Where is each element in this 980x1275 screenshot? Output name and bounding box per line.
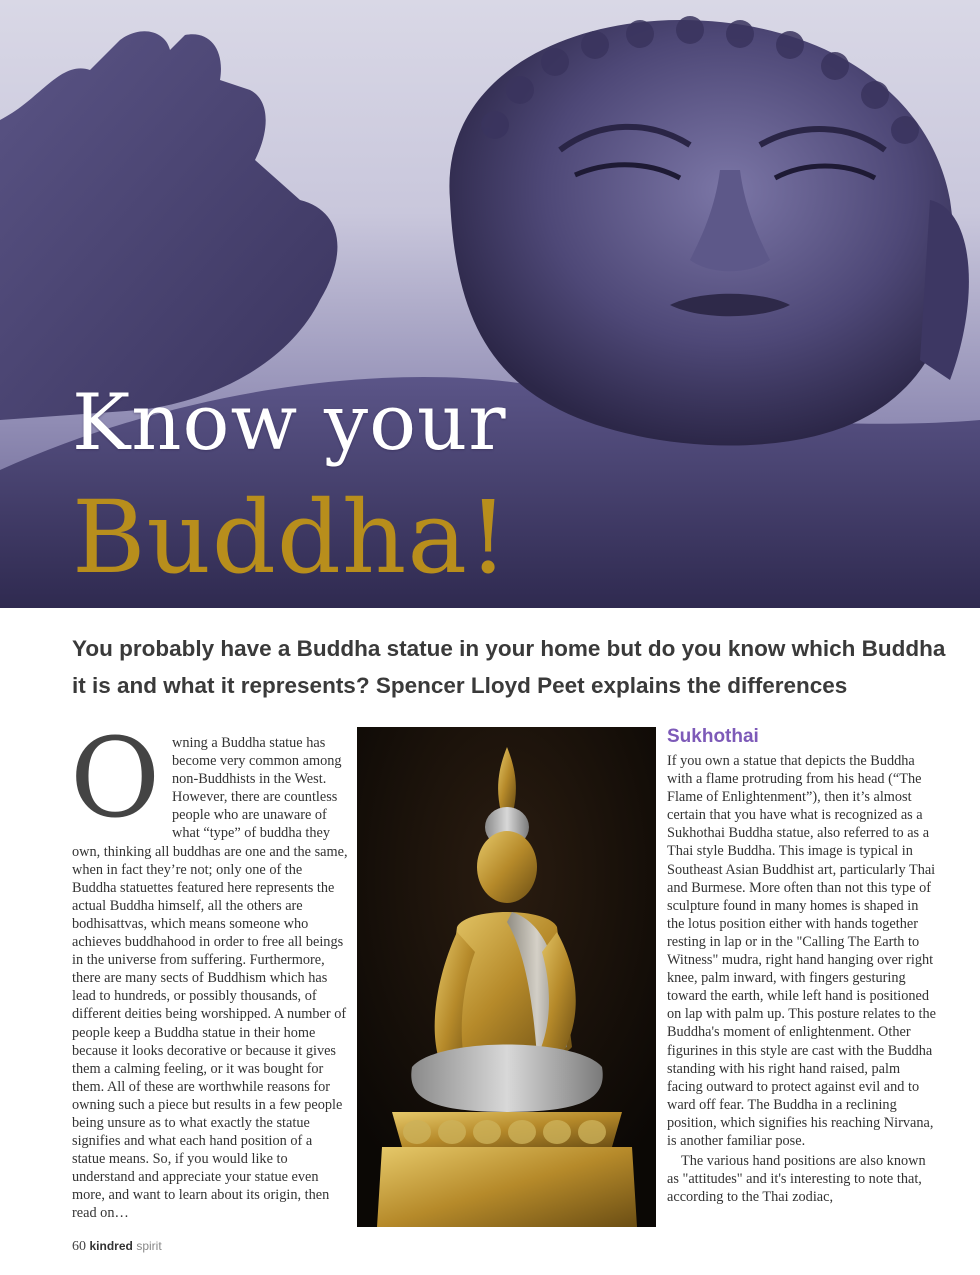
- headline-line-2: Buddha!: [72, 479, 510, 596]
- standfirst: [72, 630, 952, 704]
- magazine-name-light: spirit: [136, 1239, 162, 1253]
- author-name: Spencer Lloyd Peet: [375, 673, 585, 698]
- section-paragraph-2: The various hand positions are also known as "attitudes" and it's interesting to note that, according to the Thai zodiac,: [667, 1153, 926, 1206]
- body-column-right: [667, 726, 937, 1206]
- body-column-left: [70, 714, 348, 1223]
- sukhothai-buddha-photo: [357, 727, 656, 1227]
- section-paragraph-1: If you own a statue that depicts the Buddha with a flame protruding from his head (“The Flame of Enlightenment”), then it’s almost certain that you have what is recognized as a Sukhothai Buddha statue, also referred to as a Thai style Buddha. This image is typical in Southeast Asian Buddhist art, particularly Thai and Burmese. More often than not this type of sculpture found in many homes is shaped in the lotus position either with hands together resting in lap or in the "Calling The Earth to Witness" mudra, right hand hanging over right knee, palm inward, with fingers gesturing toward the earth, while left hand is positioned on lap with palm up. This posture relates to the Buddha's moment of enlightenment. Other figurines in this style are cast with the Buddha standing with his right hand raised, palm facing outward to protect against evil and to ward off fear. The Buddha in a reclining position, which signifies his reaching Nirvana, is another familiar pose.: [667, 753, 936, 1149]
- standfirst-tail: explains the differences: [590, 673, 848, 698]
- headline-line-1: Know your: [72, 378, 507, 468]
- golden-buddha-figurine: [357, 727, 656, 1227]
- page-number: 60: [72, 1239, 86, 1254]
- drop-cap: O: [70, 714, 161, 842]
- magazine-name-bold: kindred: [89, 1239, 133, 1253]
- standfirst-text: You probably have a Buddha statue in your home but do you know which Buddha it is and what it represents?: [72, 636, 946, 698]
- section-heading: Sukhothai: [667, 726, 759, 747]
- hero-image: [0, 0, 980, 608]
- page-footer: [72, 1239, 162, 1255]
- body-paragraph: wning a Buddha statue has become very common among non-Buddhists in the West. However, there are countless people who are unaware of what “type” of buddha they own, thinking all buddhas are one and the same, when in fact they’re not; only one of the Buddha statuettes featured here represents the actual Buddha himself, all the others are bodhisattvas, which means someone who achieves buddhahood in order to free all beings in the universe from suffering. Furthermore, there are many sects of Buddhism which has lead to hundreds, or possibly thousands, of different deities being worshipped. A number of people keep a Buddha statue in their home because it looks decorative or because it gives them a calming feeling, or it was bought for them. All of these are worthwhile reasons for owning such a piece but results in a few people being unsure as to what exactly the statue signifies and what each hand position of a statue means. So, if you would like to understand and appreciate your statue even more, and want to learn about its origin, then read on…: [72, 735, 348, 1222]
